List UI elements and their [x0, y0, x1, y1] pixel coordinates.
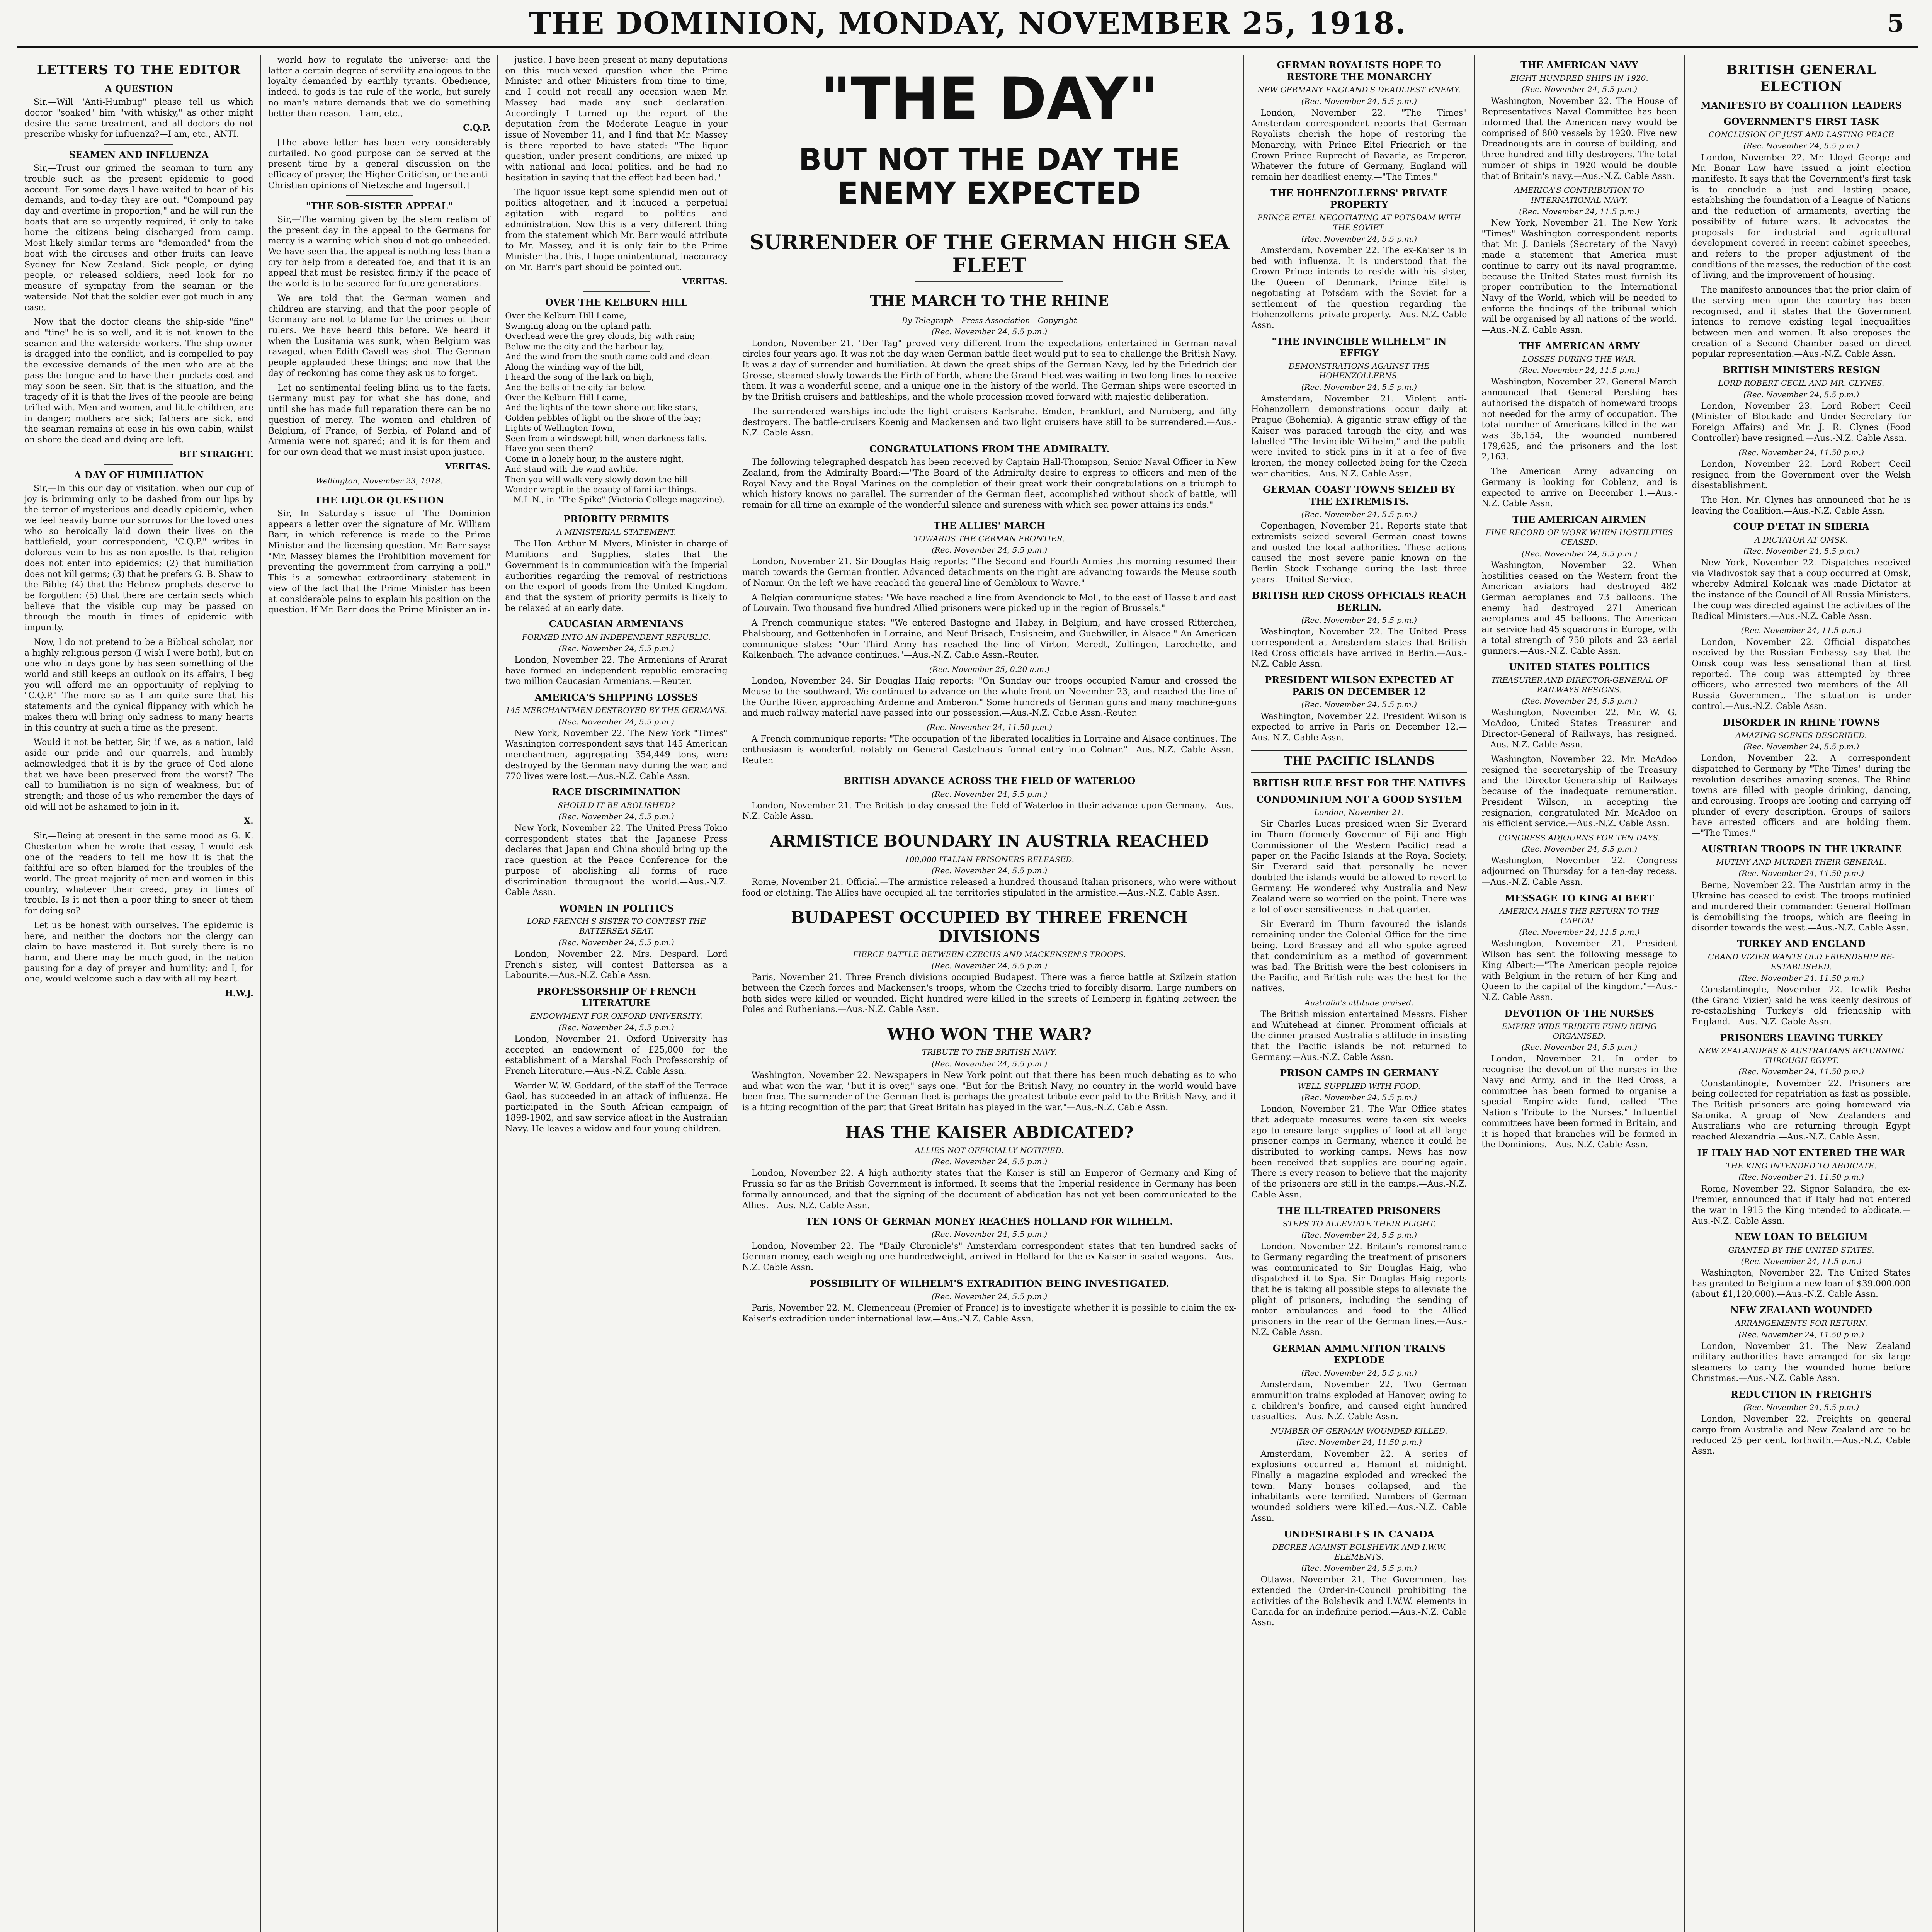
- divider: [104, 464, 173, 465]
- article-headline: WHO WON THE WAR?: [887, 1025, 1092, 1044]
- subheading: FIERCE BATTLE BETWEEN CZECHS AND MACKENSEN'S TROOPS.: [853, 949, 1126, 959]
- subheading: NUMBER OF GERMAN WOUNDED KILLED.: [1271, 1426, 1447, 1436]
- article-text: Amsterdam, November 22. A series of explosions occurred at Hamont at midnight. Finally a magazine exploded and wrecked the town. Many houses collapsed, and the inhabitants were terrified. Numbers of German wounded soldiers were killed.—Aus.-N.Z. Cable Assn.: [1251, 1449, 1467, 1523]
- dateline: (Rec. November 25, 0.20 a.m.): [929, 664, 1050, 674]
- article-title: PRISONERS LEAVING TURKEY: [1720, 1032, 1883, 1043]
- article-text: New York, November 22. Dispatches received via Vladivostok say that a coup occurred at Omsk, whereby Admiral Kolchak was made Dictator at the instance of the Council of All-Russia Ministers. The coup was directed against the activities of the Radical Ministers.—Aus.-N.Z. Cable Assn.: [1692, 558, 1911, 621]
- poem-line: And the wind from the south came cold and clean.: [505, 352, 713, 362]
- main-subheadline: BUT NOT THE DAY THE ENEMY EXPECTED: [798, 143, 1180, 211]
- poem: [505, 311, 727, 505]
- column-misc: [498, 55, 735, 1932]
- dateline: (Rec. November 24, 11.5 p.m.): [1741, 1256, 1862, 1266]
- article-title: THE AMERICAN AIRMEN: [1512, 514, 1646, 526]
- subheading: DECREE AGAINST BOLSHEVIK AND I.W.W. ELEMENTS.: [1272, 1542, 1446, 1561]
- article-text: New York, November 22. The United Press Tokio correspondent states that the Japanese Press declares that Japan and China should bring up the race question at the Peace Conference for the purpose of abolishing all forms of race discrimination throughout the world.—Aus.-N.Z. Cable Assn.: [505, 823, 728, 898]
- dateline: (Rec. November 24, 5.5 p.m.): [1301, 700, 1417, 709]
- article-title: IF ITALY HAD NOT ENTERED THE WAR: [1697, 1147, 1905, 1158]
- article-text: Sir,—In this our day of visitation, when our cup of joy is brimming only to be dashed from our lips by the terror of mysterious and deadly epidemic, when we feel heavily borne our sorrows for the loved ones who so heroically laid down their lives on the battlefield, your correspondent, "C.Q.P." writes in dolorous vein to his as non-apostle. Is that religion does not enter into epidemics; (2) that humiliation does not kill germs; (3) that he prefers G. B. Shaw to the Bible; (4) that the Hebrew prophets deserve to be forgotten; (5) that there are certain sects which believe that the visible cup may be passed on through the mouth in times of epidemic with impunity.: [24, 483, 253, 633]
- column-election-world: [1685, 55, 1918, 1932]
- divider: [583, 508, 650, 509]
- article-text: Sir Everard im Thurn favoured the islands remaining under the Colonial Office for the time being. Lord Brassey and all who spoke agreed that condominium as a method of government was bad. The British were the best colonisers in the Pacific, and British rule was the best for the natives.: [1251, 919, 1467, 993]
- columns: [17, 55, 1918, 1932]
- article-title: DISORDER IN RHINE TOWNS: [1723, 716, 1880, 728]
- article-title: A QUESTION: [105, 83, 173, 94]
- article-headline: SURRENDER OF THE GERMAN HIGH SEA FLEET: [749, 230, 1230, 277]
- article-text: London, November 21. Oxford University has accepted an endowment of £25,000 for the establishment of a Marshal Foch Professorship of French Literature.—Aus.-N.Z. Cable Assn.: [505, 1034, 728, 1076]
- article-text: Washington, November 22. The United States has granted to Belgium a new loan of $39,000,000 (about £1,120,000).—Aus.-N.Z. Cable Assn.: [1692, 1268, 1911, 1299]
- signature: VERITAS.: [682, 277, 728, 287]
- article-subheadline: CONDOMINIUM NOT A GOOD SYSTEM: [1256, 793, 1462, 805]
- article-text: London, November 22. Freights on general cargo from Australia and New Zealand are to be reduced 25 per cent. forthwith.—Aus.-N.Z. Cable Assn.: [1692, 1414, 1911, 1456]
- dateline: (Rec. November 24, 5.5 p.m.): [1743, 1402, 1859, 1412]
- article-title: A DAY OF HUMILIATION: [74, 469, 204, 481]
- subheading: FINE RECORD OF WORK WHEN HOSTILITIES CEASED.: [1485, 528, 1673, 547]
- article-title: THE AMERICAN NAVY: [1520, 60, 1638, 71]
- article-text: Sir,—The warning given by the stern realism of the present day in the appeal to the Germans for mercy is a warning which should not go unheeded. We have seen that the appeal is nothing less than a cry for help from a defeated foe, and that it is an appeal that must be resisted firmly if the peace of the world is to be secured for future generations.: [268, 214, 491, 289]
- article-text: London, November 22. Mrs. Despard, Lord French's sister, will contest Battersea as a Labourite.—Aus.-N.Z. Cable Assn.: [505, 949, 728, 981]
- article-subheadline: GOVERNMENT'S FIRST TASK: [1723, 116, 1879, 127]
- subheading: SHOULD IT BE ABOLISHED?: [558, 800, 675, 810]
- article-text: Sir,—In Saturday's issue of The Dominion appears a letter over the signature of Mr. William Barr, in which reference is made to the Prime Minister and the licensing question. Mr. Barr says: "Mr. Massey blames the Prohibition movement for preventing the government from carrying a poll." This is a somewhat extraordinary statement in view of the fact that the Prime Minister has been at considerable pains to explain his position on the question. If Mr. Barr does the Prime Minister an in-: [268, 509, 491, 615]
- article-headline: ARMISTICE BOUNDARY IN AUSTRIA REACHED: [770, 832, 1209, 851]
- dateline: (Rec. November 24, 5.5 p.m.): [1301, 234, 1417, 243]
- article-text: The surrendered warships include the light cruisers Karlsruhe, Emden, Frankfurt, and Nurnberg, and fifty destroyers. The battle-cruisers Koenig and Mackensen and two light cruisers have still to be surrendered.—Aus.-N.Z. Cable Assn.: [742, 406, 1237, 438]
- article-title: GERMAN ROYALISTS HOPE TO RESTORE THE MONARCHY: [1277, 60, 1441, 83]
- article-text: Let us be honest with ourselves. The epidemic is here, and neither the doctors nor the clergy can claim to have mastered it. But surely there is no harm, and there may be much good, in the nation pausing for a day of prayer and humility; and I, for one, would welcome such a day with all my heart.: [24, 920, 253, 984]
- article-text: The Hon. Mr. Clynes has announced that he is leaving the Coalition.—Aus.-N.Z. Cable Assn.: [1692, 495, 1911, 516]
- subheading: EMPIRE-WIDE TRIBUTE FUND BEING ORGANISED.: [1502, 1021, 1657, 1041]
- article-text: Sir Charles Lucas presided when Sir Everard im Thurn (formerly Governor of Fiji and High Commissioner of the Western Pacific) read a paper on the Pacific Islands at the Royal Society. Sir Everard said that personally he never doubted the islands would be allowed to revert to Germany. He wondered why Australia and New Zealand were so worried on the point. There was a lot of over-sensitiveness in that quarter.: [1251, 819, 1467, 915]
- article-title: THE ILL-TREATED PRISONERS: [1277, 1205, 1441, 1216]
- dateline: (Rec. November 24, 5.5 p.m.): [931, 1157, 1048, 1167]
- article-text: justice. I have been present at many deputations on this much-vexed question when the Prime Minister and other Ministers from time to time, and I could not recall any occasion when Mr. Massey had made any such declaration. Accordingly I turned up the report of the deputation from the Moderate League in your issue of November 11, and I find that Mr. Massey is there reported to have stated: "The liquor question, under present conditions, are mixed up with national and local politics, and he had no hesitation in saying that the effect had been bad.": [505, 55, 728, 183]
- subheading: Australia's attitude praised.: [1304, 998, 1414, 1007]
- subheading: WELL SUPPLIED WITH FOOD.: [1298, 1081, 1421, 1091]
- poem-line: Then you will walk very slowly down the hill: [505, 474, 687, 484]
- article-title: THE AMERICAN ARMY: [1519, 340, 1640, 352]
- article-text: Amsterdam, November 22. The ex-Kaiser is in bed with influenza. It is understood that the Crown Prince intends to reside with his sister, the Queen of Denmark. Prince Eitel is negotiating at Potsdam with the Soviet for a settlement of the question regarding the Hohenzollerns' private property.—Aus.-N.Z. Cable Assn.: [1251, 245, 1467, 330]
- article-text: Washington, November 22. General March announced that General Pershing has authorised the dispatch of homeward troops not needed for the army of occupation. The total number of Americans killed in the war was 36,154, the wounded numbered 179,625, and the prisoners and the lost 2,163.: [1481, 377, 1677, 462]
- article-text: London, November 21. Sir Douglas Haig reports: "The Second and Fourth Armies this morning resumed their march towards the German frontier. Advanced detachments on the right are advancing towards the Meuse south of Namur. On the left we have reached the general line of Gembloux to Wavre.": [742, 557, 1237, 588]
- article-title: CAUCASIAN ARMENIANS: [549, 618, 684, 630]
- dateline: (Rec. November 24, 11.50 p.m.): [1738, 973, 1864, 983]
- dateline: (Rec. November 24, 5.5 p.m.): [1301, 509, 1417, 519]
- dateline: (Rec. November 24, 5.5 p.m.): [931, 1230, 1048, 1239]
- dateline: (Rec. November 24, 5.5 p.m.): [931, 961, 1048, 971]
- article-text: Constantinople, November 22. Tewfik Pasha (the Grand Vizier) said he was keenly desirous of re-establishing Turkey's old friendship with England.—Aus.-N.Z. Cable Assn.: [1692, 985, 1911, 1027]
- subheading: STEPS TO ALLEVIATE THEIR PLIGHT.: [1282, 1219, 1436, 1228]
- subheading: MUTINY AND MURDER THEIR GENERAL.: [1716, 857, 1887, 867]
- article-text: New York, November 22. The New York "Times" Washington correspondent says that 145 American merchantmen, aggregating 354,449 tons, were destroyed by the German navy during the war, and 770 lives were lost.—Aus.-N.Z. Cable Assn.: [505, 728, 728, 781]
- divider: [583, 291, 650, 292]
- article-text: Warder W. W. Goddard, of the staff of the Terrace Gaol, has succeeded in an attack of influenza. He participated in the South African campaign of 1899-1902, and saw service afloat in the Australian Navy. He leaves a widow and four young children.: [505, 1081, 728, 1134]
- poem-line: Overhead were the grey clouds, big with rain;: [505, 332, 695, 341]
- subheading: ARRANGEMENTS FOR RETURN.: [1735, 1318, 1867, 1328]
- subheading: 145 MERCHANTMEN DESTROYED BY THE GERMANS.: [505, 706, 728, 715]
- dateline: (Rec. November 24, 5.5 p.m.): [1521, 549, 1638, 558]
- dateline: (Rec. November 24, 11.5 p.m.): [1741, 626, 1862, 635]
- poem-line: Over the Kelburn Hill I came,: [505, 393, 627, 402]
- article-text: The manifesto announces that the prior claim of the serving men upon the country has been recognised, and it states that the Government intends to remove existing legal inequalities between men and women. It also proposes the creation of a Second Chamber based on direct popular representation.—Aus.-N.Z. Cable Assn.: [1692, 285, 1911, 359]
- article-text: London, November 21. "Der Tag" proved very different from the expectations entertained in German naval circles four years ago. It was not the day when German battle fleet would put to sea to challenge the British Navy. It was a day of surrender and humiliation. At dawn the great ships of the German Navy, led by the Friedrich der Grosse, steamed slowly towards the Firth of Forth, where the Grand Fleet was waiting in two long lines to receive them. It was a wonderful scene, and a unique one in the history of the world. The German ships were escorted in by the British cruisers and battleships, and the whole procession moved forward with majestic deliberation.: [742, 338, 1237, 402]
- subheading: NEW GERMANY ENGLAND'S DEADLIEST ENEMY.: [1257, 85, 1461, 95]
- subheading: PRINCE EITEL NEGOTIATING AT POTSDAM WITH THE SOVIET.: [1257, 213, 1461, 232]
- dateline: (Rec. November 24, 5.5 p.m.): [1521, 696, 1638, 706]
- article-subheadline: MANIFESTO BY COALITION LEADERS: [1701, 99, 1902, 111]
- poem-line: Wonder-wrapt in the beauty of familiar things.: [505, 485, 697, 495]
- dateline: (Rec. November 24, 11.5 p.m.): [1519, 366, 1640, 375]
- column-germany-pacific: [1244, 55, 1475, 1932]
- section-heading: LETTERS TO THE EDITOR: [37, 62, 241, 78]
- article-text: Would it not be better, Sir, if we, as a nation, laid aside our pride and our quarrels, and humbly acknowledged that it is by the grace of God alone that we have been preserved from the worst? The call to humiliation is no sign of weakness, but of strength; and those of us who remember the days of old will not be ashamed to join in it.: [24, 738, 253, 812]
- article-text: Constantinople, November 22. Prisoners are being collected for repatriation as fast as possible. The British prisoners are going homeward via Salonika. A group of New Zealanders and Australians who are returning through Egypt reached Alexandria.—Aus.-N.Z. Cable Assn.: [1692, 1078, 1911, 1142]
- subheading: CONGRESS ADJOURNS FOR TEN DAYS.: [1498, 833, 1660, 843]
- article-text: A French communique reports: "The occupation of the liberated localities in Lorraine and Alsace continues. The enthusiasm is wonderful, notably on General Castelnau's formal entry into Colmar."—Aus.-N.Z. Cable Assn.-Reuter.: [742, 734, 1237, 765]
- article-text: The British mission entertained Messrs. Fisher and Whitehead at dinner. Prominent officials at the dinner praised Australia's attitude in insisting that the Pacific islands be not returned to Germany.—Aus.-N.Z. Cable Assn.: [1251, 1009, 1467, 1062]
- dateline: (Rec. November 24, 11.50 p.m.): [1738, 869, 1864, 878]
- article-title: UNDESIRABLES IN CANADA: [1284, 1528, 1435, 1540]
- column-letters-continued: [261, 55, 498, 1932]
- article-text: London, November 22. Britain's remonstrance to Germany regarding the treatment of prisoners was communicated to Sir Douglas Haig, who dispatched it to Spa. Sir Douglas Haig reports that he is taking all possible steps to alleviate the plight of prisoners, including the sending of motor ambulances and food to the Allied prisoners in the rear of the German lines.—Aus.-N.Z. Cable Assn.: [1251, 1242, 1467, 1337]
- article-title: PROFESSORSHIP OF FRENCH LITERATURE: [536, 985, 696, 1009]
- poem-line: Golden pebbles of light on the shore of the bay;: [505, 413, 701, 423]
- article-text: Washington, November 22. Newspapers in New York point out that there has been much debating as to who and what won the war, "but it is over," says one. "But for the British Navy, no country in the world would have been free. The surrender of the German fleet is perhaps the greatest tribute ever paid to the British Navy, and it is a fitting recognition of the part that Great Britain has played in the war."—Aus.-N.Z. Cable Assn.: [742, 1070, 1237, 1112]
- article-headline: HAS THE KAISER ABDICATED?: [845, 1122, 1134, 1142]
- article-title: REDUCTION IN FREIGHTS: [1730, 1388, 1872, 1400]
- article-title: PRISON CAMPS IN GERMANY: [1280, 1067, 1439, 1079]
- poem-line: Come in a lonely hour, in the austere night,: [505, 454, 684, 464]
- divider: [915, 281, 1064, 282]
- subheading: LOSSES DURING THE WAR.: [1522, 354, 1636, 364]
- article-text: London, November 22. "The Times" Amsterdam correspondent reports that German Royalists cherish the hope of restoring the Monarchy, with Prince Eitel Friedrich or the Crown Prince Ruprecht of Bavaria, as Emperor. Whatever the future of Germany, England will remain her deadliest enemy.—"The Times.": [1251, 108, 1467, 182]
- dateline: (Rec. November 24, 5.5 p.m.): [1743, 742, 1859, 751]
- article-text: A French communique states: "We entered Bastogne and Habay, in Belgium, and have crossed Ritterchen, Phalsbourg, and Gottenhofen in Lorraine, and Neuf Brisach, Ensisheim, and Guebwiller, in Alsace." An American communique states: "Our Third Army has reached the line of Virton, Meredt, Zolfingen, Larochette, and Kalkenbach. The advance continues."—Aus.-N.Z. Cable Assn.-Reuter.: [742, 618, 1237, 660]
- article-text: London, November 21. The British to-day crossed the field of Waterloo in their advance upon Germany.—Aus.-N.Z. Cable Assn.: [742, 801, 1237, 821]
- article-headline: BUDAPEST OCCUPIED BY THREE FRENCH DIVISIONS: [791, 908, 1188, 946]
- dateline: (Rec. November 24, 5.5 p.m.): [1521, 844, 1638, 854]
- article-subheadline: BRITISH RULE BEST FOR THE NATIVES: [1252, 777, 1466, 789]
- dateline: (Rec. November 24, 5.5 p.m.): [558, 643, 674, 653]
- article-headline: BRITISH GENERAL ELECTION: [1726, 62, 1876, 94]
- article-title: BRITISH RED CROSS OFFICIALS REACH BERLIN.: [1252, 590, 1466, 613]
- article-text: Rome, November 21. Official.—The armistice released a hundred thousand Italian prisoners, who were without food or clothing. The Allies have occupied all the territories stipulated in the armistice.—Aus.-N.Z. Cable Assn.: [742, 877, 1237, 898]
- subheading: A MINISTERIAL STATEMENT.: [556, 527, 676, 537]
- divider: [346, 195, 413, 196]
- article-text: Sir,—Trust our grimed the seaman to turn any trouble such as the present epidemic to good account. For some days I have waited to hear of his demands, and to-day they are out. "Compound pay day and overtime in proportion," and he will run the boats that are so urgently required, if only to take home the citizens being discharged from camp. Most likely similar terms are "demanded" from the boat with the circuses and other fruits can leave Sydney for New Zealand. Sick people, or dying people, or released soldiers, need look for no measure of sympathy from the seaman or the waterside. Not that the soldier ever got much in any case.: [24, 163, 253, 313]
- article-text: London, November 22. A high authority states that the Kaiser is still an Emperor of Germany and King of Prussia so far as the British Government is informed. It seems that the Imperial residence in Germany has been formally announced, and that the signing of the document of abdication has not yet been communicated to the Allies.—Aus.-N.Z. Cable Assn.: [742, 1168, 1237, 1211]
- poem-line: Lights of Wellington Town,: [505, 423, 615, 433]
- article-text: Rome, November 22. Signor Salandra, the ex-Premier, announced that if Italy had not entered the war in 1915 the King intended to abdicate.—Aus.-N.Z. Cable Assn.: [1692, 1184, 1911, 1226]
- article-text: Sir,—Will "Anti-Humbug" please tell us which doctor "soaked" him "with whisky," as other might desire the same treatment, and all doctors do not prescribe whisky for influenza?—I am, etc., ANTI.: [24, 97, 253, 139]
- dateline: (Rec. November 24, 5.5 p.m.): [1301, 1230, 1417, 1240]
- article-title: GERMAN AMMUNITION TRAINS EXPLODE: [1272, 1342, 1446, 1366]
- subheading: CONCLUSION OF JUST AND LASTING PEACE: [1708, 130, 1894, 139]
- dateline: (Rec. November 24, 5.5 p.m.): [1301, 1368, 1417, 1378]
- poem-line: Swinging along on the upland path.: [505, 321, 652, 331]
- article-title: MESSAGE TO KING ALBERT: [1505, 892, 1654, 904]
- column-main-news: [735, 55, 1245, 1932]
- article-text: We are told that the German women and children are starving, and that the poor people of Germany are not to blame for the crimes of their rulers. We have heard this before. We heard it when the Lusitania was sunk, when Belgium was ravaged, when Edith Cavell was shot. The German people applauded these things; and now that the day of reckoning has come they ask us to forget.: [268, 293, 491, 378]
- article-text: The American Army advancing on Germany is looking for Coblenz, and is expected to arrive on December 1.—Aus.-N.Z. Cable Assn.: [1481, 467, 1677, 509]
- masthead: [17, 0, 1918, 48]
- article-title: PRESIDENT WILSON EXPECTED AT PARIS ON DECEMBER 12: [1265, 674, 1454, 697]
- dateline: (Rec. November 24, 11.50 p.m.): [1296, 1437, 1422, 1447]
- article-text: Ottawa, November 21. The Government has extended the Order-in-Council prohibiting the activities of the Bolshevik and I.W.W. elements in Canada for an indefinite period.—Aus.-N.Z. Cable Assn.: [1251, 1575, 1467, 1628]
- dateline: (Rec. November 24, 5.5 p.m.): [1521, 85, 1638, 94]
- dateline: (Rec. November 24, 5.5 p.m.): [1301, 96, 1417, 106]
- main-headline: "THE DAY": [820, 65, 1158, 133]
- article-text: Paris, November 22. M. Clemenceau (Premier of France) is to investigate whether it is possible to claim the ex-Kaiser's extradition under international law.—Aus.-N.Z. Cable Assn.: [742, 1303, 1237, 1324]
- article-text: London, November 21. The War Office states that adequate measures were taken six weeks ago to ensure large supplies of food at all large prisoner camps in Germany, whence it could be distributed to working camps. News has now been received that supplies are pouring again. There is every reason to believe that the majority of the prisoners are still in the camps.—Aus.-N.Z. Cable Assn.: [1251, 1104, 1467, 1200]
- dateline: (Rec. November 24, 5.5 p.m.): [1301, 1563, 1417, 1573]
- dateline: (Rec. November 24, 5.5 p.m.): [931, 1292, 1048, 1301]
- signature: BIT STRAIGHT.: [179, 449, 253, 459]
- dateline: (Rec. November 24, 5.5 p.m.): [558, 811, 674, 821]
- article-text: Washington, November 21. President Wilson has sent the following message to King Albert:—"The American people rejoice with Belgium in the return of her King and Queen to the capital of the kingdom."—Aus.-N.Z. Cable Assn.: [1481, 939, 1677, 1002]
- article-title: DEVOTION OF THE NURSES: [1504, 1007, 1655, 1019]
- signature: C.Q.P.: [463, 123, 491, 133]
- dateline: (Rec. November 24, 5.5 p.m.): [931, 1059, 1048, 1068]
- article-title: COUP D'ETAT IN SIBERIA: [1733, 521, 1869, 532]
- dateline: (Rec. November 24, 5.5 p.m.): [931, 789, 1048, 799]
- article-title: OVER THE KELBURN HILL: [545, 297, 688, 308]
- dateline: (Rec. November 24, 11.50 p.m.): [927, 723, 1052, 732]
- subheading: ALLIES NOT OFFICIALLY NOTIFIED.: [915, 1146, 1064, 1155]
- dateline: (Rec. November 24, 5.5 p.m.): [1301, 615, 1417, 625]
- article-title: AUSTRIAN TROOPS IN THE UKRAINE: [1701, 843, 1901, 855]
- article-title: BRITISH ADVANCE ACROSS THE FIELD OF WATERLOO: [843, 775, 1136, 787]
- section-banner: THE PACIFIC ISLANDS: [1251, 750, 1467, 773]
- article-text: London, November 22. Official dispatches received by the Russian Embassy say that the Omsk coup was less sensational than at first reported. The coup was attempted by three officers, who arrested two members of the All-Russia Government. The situation is under control.—Aus.-N.Z. Cable Assn.: [1692, 637, 1911, 711]
- article-text: Sir,—Being at present in the same mood as G. K. Chesterton when he wrote that essay, I would ask one of the readers to tell me how it is that the faithful are so often blamed for the troubles of the world. The great majority of men and women in this country, whatever their creed, pray in times of trouble. Is it not then a poor thing to sneer at them for doing so?: [24, 831, 253, 916]
- article-text: Now that the doctor cleans the ship-side "fine" and "tine" he is so well, and it is not known to the seamen and the waterside workers. The ship owner is dragged into the conflict, and is compelled to pay the excessive demands of the men who are at the pass the tongue and to have their pockets cost and may soon be seen. Sir, that is the situation, and the tragedy of it is that the lives of the people are being trifled with. Men and women, and little children, are in danger; mothers are sick; fathers are sick, and the seaman remains at ease in his own cabin, whilst on shore the dead and dying are left.: [24, 317, 253, 445]
- dateline: (Rec. November 24, 5.5 p.m.): [931, 327, 1048, 337]
- article-text: Copenhagen, November 21. Reports state that extremists seized several German coast towns and ousted the local authorities. These actions caused the most severe panic known on the Berlin Stock Exchange during the last three years.—United Service.: [1251, 521, 1467, 585]
- masthead-title: THE DOMINION, MONDAY, NOVEMBER 25, 1918.: [529, 5, 1406, 41]
- subheading: AMERICA HAILS THE RETURN TO THE CAPITAL.: [1499, 906, 1660, 925]
- article-text: London, November 21. In order to recognise the devotion of the nurses in the Navy and Army, and in the Red Cross, a committee has been formed to organise a special Empire-wide fund, called "The Nation's Tribute to the Nurses." Influential committees have been formed in Britain, and it is hoped that branches will be formed in the Dominions.—Aus.-N.Z. Cable Assn.: [1481, 1054, 1677, 1150]
- subheading: ENDOWMENT FOR OXFORD UNIVERSITY.: [530, 1011, 702, 1021]
- article-text: Amsterdam, November 21. Violent anti-Hohenzollern demonstrations occur daily at Prague (Bohemia). A gigantic straw effigy of the Kaiser was paraded through the city, and was labelled "The Invincible Wilhelm," and the public were invited to stick pins in it at a fee of five kronen, the money collected being for the Czech war charities.—Aus.-N.Z. Cable Assn.: [1251, 394, 1467, 479]
- dateline: London, November 21.: [1314, 808, 1404, 817]
- article-text: Now, I do not pretend to be a Biblical scholar, nor a highly religious person (I wish I were both), but on one who in days gone by has seen something of the world and still keeps an outlook on its affairs, I beg you will afford me an opportunity of replying to "C.Q.P." The more so as I am quite sure that his statements and the cynical flippancy with which he makes them will bring only sadness to many hearts in this country at such a time as the present.: [24, 637, 253, 733]
- article-text: world how to regulate the universe: and the latter a certain degree of servility analogous to the loyalty demanded by earthly tyrants. Obedience, indeed, to gods is the rule of the world, but surely no man's nature demands that we do something better than reason.—I am, etc.,: [268, 55, 491, 119]
- subheading: A DICTATOR AT OMSK.: [1754, 535, 1848, 544]
- article-title: SEAMEN AND INFLUENZA: [69, 149, 209, 160]
- article-text: London, November 22. The Armenians of Ararat have formed an independent republic embracing two million Caucasian Armenians.—Reuter.: [505, 655, 728, 687]
- page-number: 5: [1887, 9, 1904, 38]
- subheading: EIGHT HUNDRED SHIPS IN 1920.: [1510, 73, 1648, 83]
- article-text: Washington, November 22. Mr. W. G. McAdoo, United States Treasurer and Director-General of Railways, has resigned.—Aus.-N.Z. Cable Assn.: [1481, 708, 1677, 750]
- poem-line: Have you seen them?: [505, 444, 594, 454]
- column-america: [1475, 55, 1685, 1932]
- article-title: PRIORITY PERMITS: [563, 513, 669, 525]
- article-text: London, November 23. Lord Robert Cecil (Minister of Blockade and Under-Secretary for Foreign Affairs) and Mr. J. R. Clynes (Food Controller) have resigned.—Aus.-N.Z. Cable Assn.: [1692, 401, 1911, 443]
- column-letters: [17, 55, 261, 1932]
- signature: X.: [244, 816, 253, 827]
- dateline: (Rec. November 24, 11.5 p.m.): [1519, 206, 1640, 216]
- subheading: TRIBUTE TO THE BRITISH NAVY.: [922, 1048, 1057, 1057]
- subheading: AMERICA'S CONTRIBUTION TO INTERNATIONAL NAVY.: [1514, 185, 1645, 205]
- poem-line: Over the Kelburn Hill I came,: [505, 311, 627, 321]
- subheading: GRAND VIZIER WANTS OLD FRIENDSHIP RE-ESTABLISHED.: [1708, 952, 1895, 971]
- subheading: NEW ZEALANDERS & AUSTRALIANS RETURNING THROUGH EGYPT.: [1698, 1046, 1904, 1065]
- dateline: (Rec. November 24, 5.5 p.m.): [1521, 1043, 1638, 1052]
- poem-line: And stand with the wind awhile.: [505, 464, 638, 474]
- subheading: LORD FRENCH'S SISTER TO CONTEST THE BATTERSEA SEAT.: [527, 917, 706, 936]
- article-text: London, November 24. Sir Douglas Haig reports: "On Sunday our troops occupied Namur and crossed the Meuse to the southward. We continued to advance on the whole front on November 23, and reached the line of the Ourthe River, approaching Ardenne and Amberon." Some hundreds of German guns and many machine-guns and much railway material have passed into our possession.—Aus.-N.Z. Cable Assn.-Reuter.: [742, 676, 1237, 718]
- dateline: (Rec. November 24, 5.5 p.m.): [931, 866, 1048, 875]
- poem-line: I heard the song of the lark on high,: [505, 372, 654, 382]
- article-title: "THE SOB-SISTER APPEAL": [306, 200, 453, 212]
- byline: By Telegraph—Press Association—Copyright: [902, 316, 1077, 325]
- article-text: London, November 21. The New Zealand military authorities have arranged for six large steamers to carry the wounded home before Christmas.—Aus.-N.Z. Cable Assn.: [1692, 1341, 1911, 1383]
- subheading: TREASURER AND DIRECTOR-GENERAL OF RAILWAYS RESIGNS.: [1491, 675, 1668, 694]
- article-title: "THE INVINCIBLE WILHELM" IN EFFIGY: [1272, 335, 1447, 359]
- article-text: The liquor issue kept some splendid men out of politics altogether, and it induced a perpetual agitation with regard to politics and administration. Now this is a very different thing from the statement which Mr. Barr would attribute to Mr. Massey, and it is only fair to the Prime Minister that this, I hope unintentional, inaccuracy on Mr. Barr's part should be pointed out.: [505, 187, 728, 272]
- article-title: RACE DISCRIMINATION: [552, 786, 681, 798]
- article-title: THE HOHENZOLLERNS' PRIVATE PROPERTY: [1270, 187, 1448, 211]
- article-title: THE ALLIES' MARCH: [933, 520, 1046, 531]
- poem-line: Below me the city and the harbour lay,: [505, 342, 665, 351]
- dateline: (Rec. November 24, 11.5 p.m.): [1519, 927, 1640, 937]
- poem-line: And the bells of the city far below.: [505, 383, 646, 392]
- article-text: London, November 22. Lord Robert Cecil resigned from the Government over the Welsh disestablishment.: [1692, 459, 1911, 491]
- subheading: GRANTED BY THE UNITED STATES.: [1728, 1245, 1874, 1255]
- dateline: (Rec. November 24, 11.50 p.m.): [1738, 1172, 1864, 1182]
- dateline: (Rec. November 24, 5.5 p.m.): [1743, 389, 1859, 399]
- signature: VERITAS.: [445, 461, 491, 472]
- dateline: (Rec. November 24, 5.5 p.m.): [558, 937, 674, 947]
- article-text: London, November 22. Mr. Lloyd George and Mr. Bonar Law have issued a joint election manifesto. It says that the Government's first task is to conclude a just and lasting peace, establishing the foundation of a League of Nations and the reduction of armaments, averting the possibility of future wars. It advocates the proposals for industrial and agricultural development covered in recent cabinet speeches, and refers to the proper adjustment of the conditions of the masses, the reduction of the cost of living, and the improvement of housing.: [1692, 153, 1911, 281]
- poem-line: —M.L.N., in "The Spike" (Victoria College magazine).: [505, 495, 725, 505]
- dateline: (Rec. November 24, 5.5 p.m.): [1301, 382, 1417, 392]
- dateline: (Rec. November 24, 5.5 p.m.): [1743, 141, 1859, 151]
- article-text: A Belgian communique states: "We have reached a line from Avendonck to Moll, to the east of Hasselt and east of Louvain. Two thousand five hundred Allied prisoners were picked up in the region of Brussels.": [742, 593, 1237, 614]
- article-text: Washington, November 22. President Wilson is expected to arrive in Paris on December 12.—Aus.-N.Z. Cable Assn.: [1251, 711, 1467, 743]
- divider: [346, 489, 413, 490]
- dateline: (Rec. November 24, 5.5 p.m.): [558, 1022, 674, 1032]
- article-text: Washington, November 22. Congress adjourned on Thursday for a ten-day recess.—Aus.-N.Z. Cable Assn.: [1481, 856, 1677, 887]
- dateline: (Rec. November 24, 5.5 p.m.): [1301, 1092, 1417, 1102]
- article-text: The Hon. Arthur M. Myers, Minister in charge of Munitions and Supplies, states that the Government is in communication with the Imperial authorities regarding the removal of restrictions on the export of goods from the United Kingdom, and that the system of priority permits is likely to be relaxed at an early date.: [505, 539, 728, 613]
- dateline: (Rec. November 24, 11.50 p.m.): [1738, 447, 1864, 457]
- article-title: POSSIBILITY OF WILHELM'S EXTRADITION BEING INVESTIGATED.: [809, 1277, 1170, 1289]
- poem-line: Along the winding way of the hill,: [505, 362, 644, 372]
- subheading: LORD ROBERT CECIL AND MR. CLYNES.: [1718, 378, 1884, 388]
- article-title: WOMEN IN POLITICS: [559, 903, 674, 914]
- article-text: Paris, November 21. Three French divisions occupied Budapest. There was a fierce battle at Szilzein station between the Czech forces and Mackensen's troops, whom the Czechs tried to forcibly disarm. Large numbers on both sides were killed or wounded. Eight hundred were killed in the streets of Lemberg in fighting between the Poles and Ruthenians.—Aus.-N.Z. Cable Assn.: [742, 973, 1237, 1015]
- dateline: (Rec. November 24, 5.5 p.m.): [558, 717, 674, 726]
- article-title: BRITISH MINISTERS RESIGN: [1722, 364, 1880, 376]
- subheading: DEMONSTRATIONS AGAINST THE HOHENZOLLERNS.: [1288, 361, 1430, 381]
- editor-note: [The above letter has been very considerably curtailed. No good purpose can be served at the present time by a general discussion on the efficacy of prayer, the Higher Criticism, or the anti-Christian opinions of Nietzsche and Ingersoll.]: [268, 138, 491, 190]
- article-text: New York, November 21. The New York "Times" Washington correspondent reports that Mr. J. Daniels (Secretary of the Navy) made a statement that America must continue to carry out its naval programme, because the United States must furnish its proper contribution to the International Navy of the World, which will be needed to enforce the findings of the tribunal which will be organised by all nations of the world.—Aus.-N.Z. Cable Assn.: [1481, 218, 1677, 335]
- article-title: UNITED STATES POLITICS: [1509, 661, 1650, 673]
- poem-line: And the lights of the town shone out like stars,: [505, 403, 698, 413]
- dateline: (Rec. November 24, 5.5 p.m.): [1743, 546, 1859, 556]
- signature: H.W.J.: [225, 988, 253, 999]
- article-text: Washington, November 22. When hostilities ceased on the Western front the American aviators had destroyed 482 German aeroplanes and 73 balloons. The enemy had destroyed 271 American aeroplanes and 45 balloons. The American air service had 45 squadrons in Europe, with a total strength of 750 pilots and 23 aerial gunners.—Aus.-N.Z. Cable Assn.: [1481, 560, 1677, 656]
- article-subheadline: THE MARCH TO THE RHINE: [870, 292, 1109, 310]
- dateline: (Rec. November 24, 11.50 p.m.): [1738, 1067, 1864, 1077]
- article-title: CONGRATULATIONS FROM THE ADMIRALTY.: [869, 443, 1110, 455]
- subheading: THE KING INTENDED TO ABDICATE.: [1726, 1161, 1877, 1171]
- dateline: Wellington, November 23, 1918.: [316, 476, 443, 486]
- article-title: GERMAN COAST TOWNS SEIZED BY THE EXTREMISTS.: [1263, 484, 1456, 507]
- subheading: 100,000 ITALIAN PRISONERS RELEASED.: [905, 854, 1074, 864]
- article-text: Berne, November 22. The Austrian army in the Ukraine has ceased to exist. The troops mutinied and murdered their commander. General Hoffman is demobilising the troops, which are fleeing in disorder towards the west.—Aus.-N.Z. Cable Assn.: [1692, 880, 1911, 933]
- subheading: AMAZING SCENES DESCRIBED.: [1735, 730, 1867, 740]
- article-title: TEN TONS OF GERMAN MONEY REACHES HOLLAND FOR WILHELM.: [806, 1216, 1173, 1227]
- dateline: (Rec. November 24, 5.5 p.m.): [931, 545, 1048, 555]
- article-text: London, November 22. The "Daily Chronicle's" Amsterdam correspondent states that ten hundred sacks of German money, each weighing one hundredweight, arrived in Holland for the ex-Kaiser in sealed wagons.—Aus.-N.Z. Cable Assn.: [742, 1241, 1237, 1273]
- article-title: NEW LOAN TO BELGIUM: [1735, 1231, 1868, 1243]
- poem-line: Seen from a windswept hill, when darkness falls.: [505, 434, 707, 443]
- article-text: Amsterdam, November 22. Two German ammunition trains exploded at Hanover, owing to a children's bonfire, and caused eight hundred casualties.—Aus.-N.Z. Cable Assn.: [1251, 1380, 1467, 1422]
- article-title: AMERICA'S SHIPPING LOSSES: [534, 692, 698, 703]
- article-text: The following telegraphed despatch has been received by Captain Hall-Thompson, Senior Naval Officer in New Zealand, from the Admiralty Board:—"The Board of the Admiralty desire to express to officers and men of the Royal Navy and the Royal Marines on the completion of their great work their congratulations on a triumph to which history knows no parallel. The surrender of the German fleet, accomplished without shock of battle, will remain for all time an example of the wonderful silence and sureness with which sea power attains its ends.": [742, 457, 1237, 510]
- article-text: Washington, November 22. Mr. McAdoo resigned the secretaryship of the Treasury and the Director-Generalship of Railways because of the inadequate remuneration. President Wilson, in accepting the resignation, congratulated Mr. McAdoo on his efficient service.—Aus.-N.Z. Cable Assn.: [1481, 755, 1677, 829]
- divider: [104, 144, 173, 145]
- article-title: TURKEY AND ENGLAND: [1737, 938, 1866, 950]
- dateline: (Rec. November 24, 11.50 p.m.): [1738, 1330, 1864, 1339]
- subheading: FORMED INTO AN INDEPENDENT REPUBLIC.: [522, 632, 711, 642]
- article-text: Washington, November 22. The House of Representatives Naval Committee has been informed that the American navy would be comprised of 800 vessels by 1920. Five new Dreadnoughts are in course of building, and three hundred and fifty destroyers. The total number of ships in 1920 would be double that of Britain's navy.—Aus.-N.Z. Cable Assn.: [1481, 96, 1677, 181]
- subheading: TOWARDS THE GERMAN FRONTIER.: [913, 534, 1065, 544]
- article-title: THE LIQUOR QUESTION: [314, 494, 444, 506]
- article-text: Washington, November 22. The United Press correspondent at Amsterdam states that British Red Cross officials have arrived in Berlin.—Aus.-N.Z. Cable Assn.: [1251, 627, 1467, 669]
- article-text: London, November 22. A correspondent dispatched to Germany by "The Times" during the revolution describes amazing scenes. The Rhine towns are filled with people drinking, dancing, and carousing. Troops are looting and carrying off plunder of every description. Groups of sailors have arrested officers and are holding them.—"The Times.": [1692, 753, 1911, 838]
- article-text: Let no sentimental feeling blind us to the facts. Germany must pay for what she has done, and until she has made full reparation there can be no question of mercy. The women and children of Belgium, of France, of Serbia, of Poland and of Armenia were not spared; and it is for them and for our own dead that we must insist upon justice.: [268, 383, 491, 457]
- article-title: NEW ZEALAND WOUNDED: [1730, 1304, 1872, 1316]
